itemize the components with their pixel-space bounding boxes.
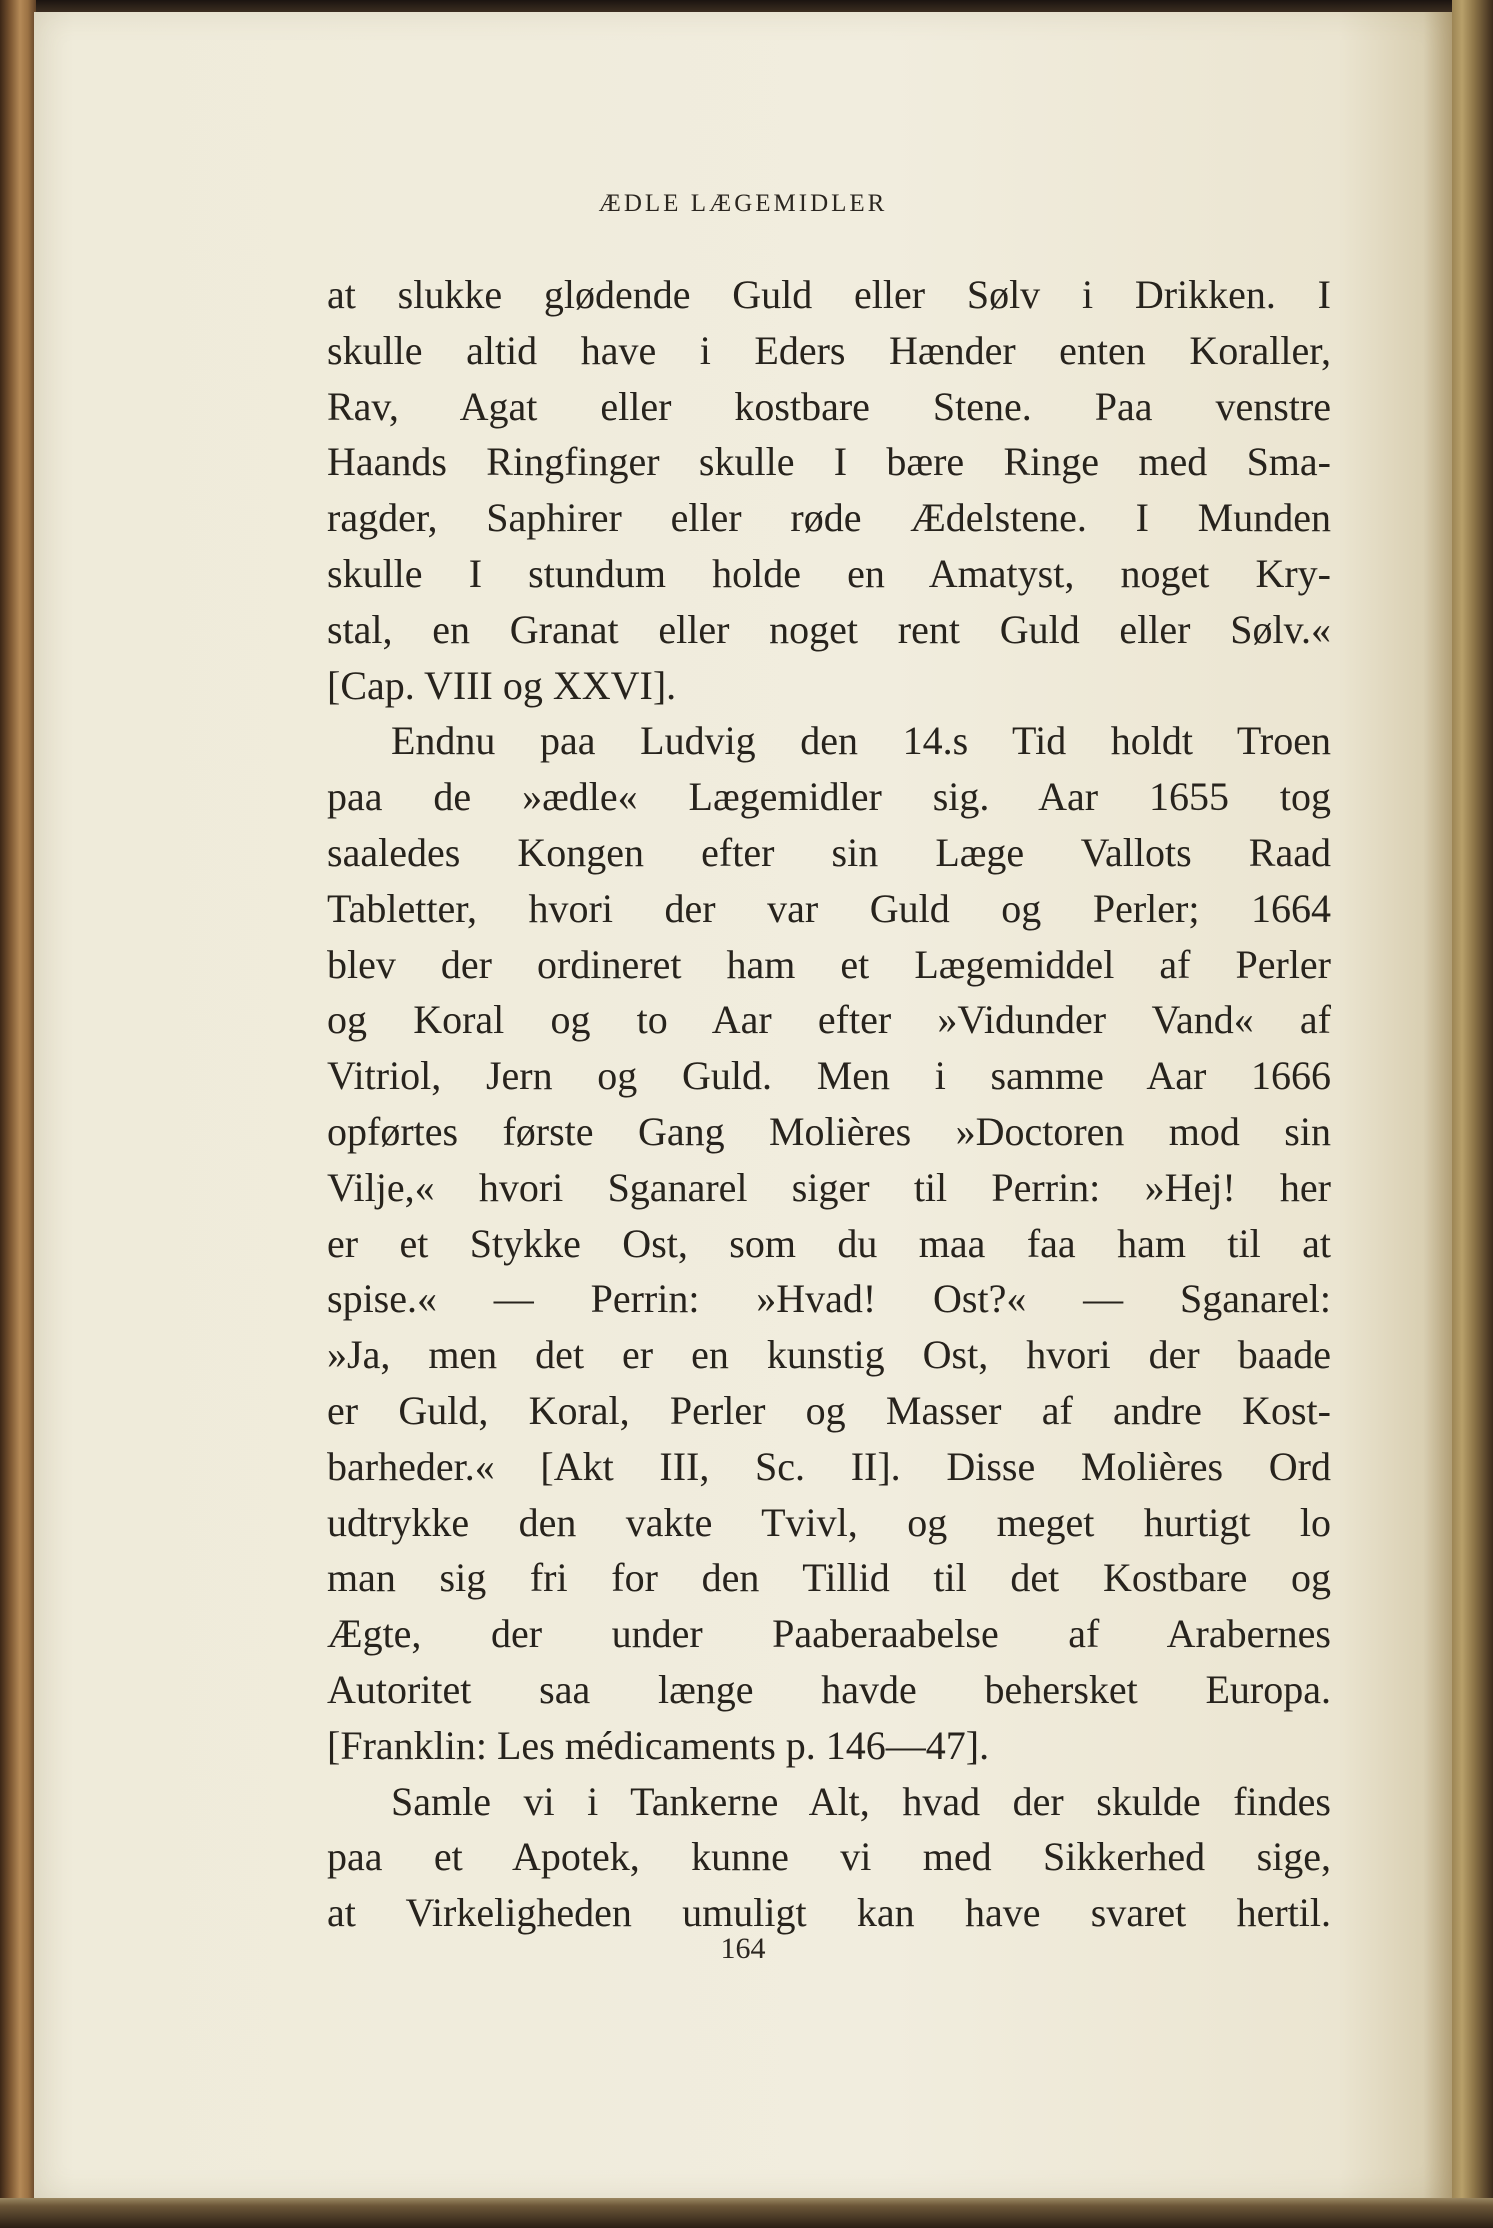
top-page-edge [0,0,1493,12]
text-line: at slukke glødende Guld eller Sølv i Drikken. I [327,272,1331,317]
text-line: udtrykke den vakte Tvivl, og meget hurtigt lo [327,1499,1331,1545]
text-line: er Guld, Koral, Perler og Masser af andre Kost- [327,1387,1331,1433]
text-line: stal, en Granat eller noget rent Guld eller Sølv.« [327,606,1331,652]
page-number: 164 [720,1932,766,1965]
bottom-cover-edge [0,2198,1493,2228]
text-line: Vitriol, Jern og Guld. Men i samme Aar 1666 [327,1053,1331,1099]
text-line: [Franklin: Les médicaments p. 146—47]. [327,1722,990,1768]
text-line: er et Stykke Ost, som du maa faa ham til at [327,1220,1331,1266]
text-line: Ægte, der under Paaberaabelse af Arabernes [327,1611,1331,1657]
text-line: skulle I stundum holde en Amatyst, noget Kry- [327,550,1331,596]
text-line: barheder.« [Akt III, Sc. II]. Disse Molières Ord [327,1443,1331,1489]
text-line: og Koral og to Aar efter »Vidunder Vand« af [327,997,1331,1043]
text-line: opførtes første Gang Molières »Doctoren mod sin [327,1108,1331,1154]
text-line: spise.« — Perrin: »Hvad! Ost?« — Sganarel: [327,1276,1331,1322]
running-head: ÆDLE LÆGEMIDLER [598,190,888,217]
text-line: Samle vi i Tankerne Alt, hvad der skulde findes [391,1778,1331,1824]
text-line: »Ja, men det er en kunstig Ost, hvori der baade [327,1332,1331,1378]
text-line: Haands Ringfinger skulle I bære Ringe med Sma- [327,439,1331,485]
text-line: paa et Apotek, kunne vi med Sikkerhed sige, [327,1834,1331,1880]
body-text [327,267,1331,1941]
left-binding-edge [0,0,36,2228]
text-line: blev der ordineret ham et Lægemiddel af Perler [327,941,1331,987]
text-line: man sig fri for den Tillid til det Kostbare og [327,1555,1331,1601]
text-line: saaledes Kongen efter sin Læge Vallots Raad [327,829,1331,875]
text-line: skulle altid have i Eders Hænder enten Koraller, [327,327,1331,373]
text-line: Endnu paa Ludvig den 14.s Tid holdt Troen [391,718,1331,764]
text-line: at Virkeligheden umuligt kan have svaret hertil. [327,1890,1331,1936]
right-page-stack-edge [1452,0,1493,2228]
text-line: Rav, Agat eller kostbare Stene. Paa venstre [327,383,1331,429]
text-line: [Cap. VIII og XXVI]. [327,662,677,708]
text-line: ragder, Saphirer eller røde Ædelstene. I Munden [327,495,1331,541]
text-line: Autoritet saa længe havde behersket Europa. [327,1666,1331,1712]
page-paper [34,12,1452,2198]
text-line: Vilje,« hvori Sganarel siger til Perrin: »Hej! her [327,1164,1331,1210]
text-line: paa de »ædle« Lægemidler sig. Aar 1655 tog [327,774,1331,820]
text-line: Tabletter, hvori der var Guld og Perler; 1664 [327,885,1331,931]
